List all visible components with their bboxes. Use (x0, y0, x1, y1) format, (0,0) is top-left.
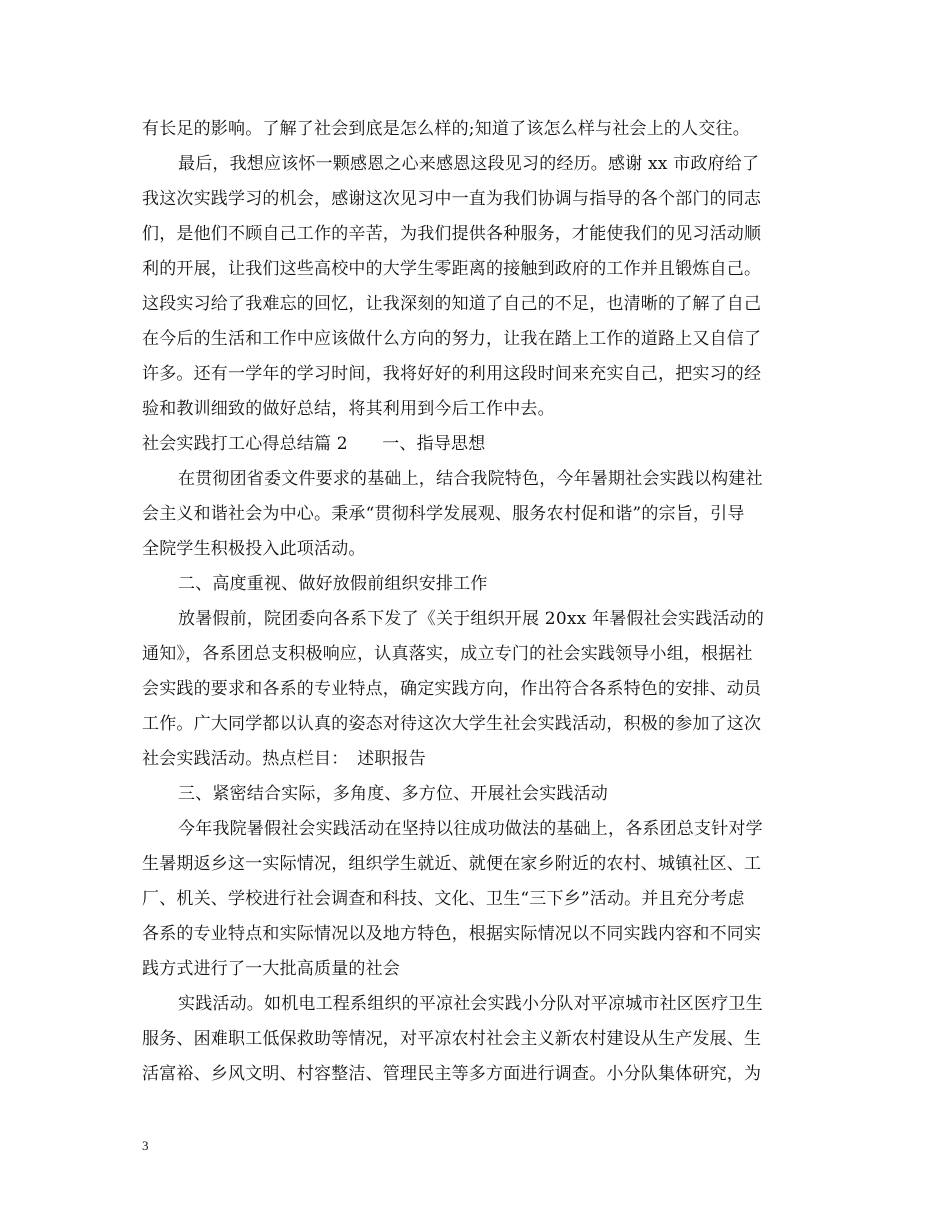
text-line: 有长足的影响。了解了社会到底是怎么样的;知道了该怎么样与社会上的人交往。 (142, 119, 750, 139)
text-line: 这段实习给了我难忘的回忆，让我深刻的知道了自己的不足，也清晰的了解了自己 (142, 294, 762, 314)
text-line: 们，是他们不顾自己工作的辛苦，为我们提供各种服务，才能使我们的见习活动顺 (142, 224, 762, 244)
text-line: 许多。还有一学年的学习时间，我将好好的利用这段时间来充实自己，把实习的经 (142, 364, 762, 384)
page-number: 3 (142, 1138, 149, 1153)
text-line: 生暑期返乡这一实际情况，组织学生就近、就便在家乡附近的农村、城镇社区、工 (142, 854, 762, 874)
text-line: 各系的专业特点和实际情况以及地方特色，根据实际情况以不同实践内容和不同实 (142, 924, 762, 944)
text-line: 厂、机关、学校进行社会调查和科技、文化、卫生“三下乡”活动。并且充分考虑 (142, 889, 745, 909)
section-heading: 三、紧密结合实际，多角度、多方位、开展社会实践活动 (178, 784, 608, 804)
text-line: 最后，我想应该怀一颗感恩之心来感恩这段见习的经历。感谢 xx 市政府给了 (178, 154, 760, 174)
text-line: 在贯彻团省委文件要求的基础上，结合我院特色，今年暑期社会实践以构建社 (178, 469, 763, 489)
text-line: 放暑假前，院团委向各系下发了《关于组织开展 20xx 年暑假社会实践活动的 (178, 609, 765, 629)
text-line: 践方式进行了一大批高质量的社会 (142, 959, 400, 979)
text-line: 服务、困难职工低保救助等情况，对平凉农村社会主义新农村建设从生产发展、生 (142, 1029, 762, 1049)
text-line: 今年我院暑假社会实践活动在坚持以往成功做法的基础上，各系团总支针对学 (178, 819, 763, 839)
section-heading: 二、高度重视、做好放假前组织安排工作 (178, 574, 488, 594)
text-line: 全院学生积极投入此项活动。 (142, 539, 366, 559)
text-line: 会主义和谐社会为中心。秉承“贯彻科学发展观、服务农村促和谐”的宗旨，引导 (142, 504, 745, 524)
text-line: 活富裕、乡风文明、村容整洁、管理民主等多方面进行调查。小分队集体研究，为 (142, 1064, 762, 1084)
text-line: 利的开展，让我们这些高校中的大学生零距离的接触到政府的工作并且锻炼自己。 (142, 259, 762, 279)
text-line: 实践活动。如机电工程系组织的平凉社会实践小分队对平凉城市社区医疗卫生 (178, 994, 763, 1014)
section-heading: 社会实践打工心得总结篇 2 一、指导思想 (142, 434, 486, 454)
text-line: 通知》，各系团总支积极响应，认真落实，成立专门的社会实践领导小组，根据社 (142, 644, 753, 664)
text-line: 验和教训细致的做好总结，将其利用到今后工作中去。 (142, 399, 555, 419)
text-line: 我这次实践学习的机会，感谢这次见习中一直为我们协调与指导的各个部门的同志 (142, 189, 762, 209)
text-line: 工作。广大同学都以认真的姿态对待这次大学生社会实践活动，积极的参加了这次 (142, 714, 762, 734)
text-line: 社会实践活动。热点栏目： 述职报告 (142, 749, 426, 769)
text-line: 在今后的生活和工作中应该做什么方向的努力，让我在踏上工作的道路上又自信了 (142, 329, 762, 349)
text-line: 会实践的要求和各系的专业特点，确定实践方向，作出符合各系特色的安排、动员 (142, 679, 762, 699)
